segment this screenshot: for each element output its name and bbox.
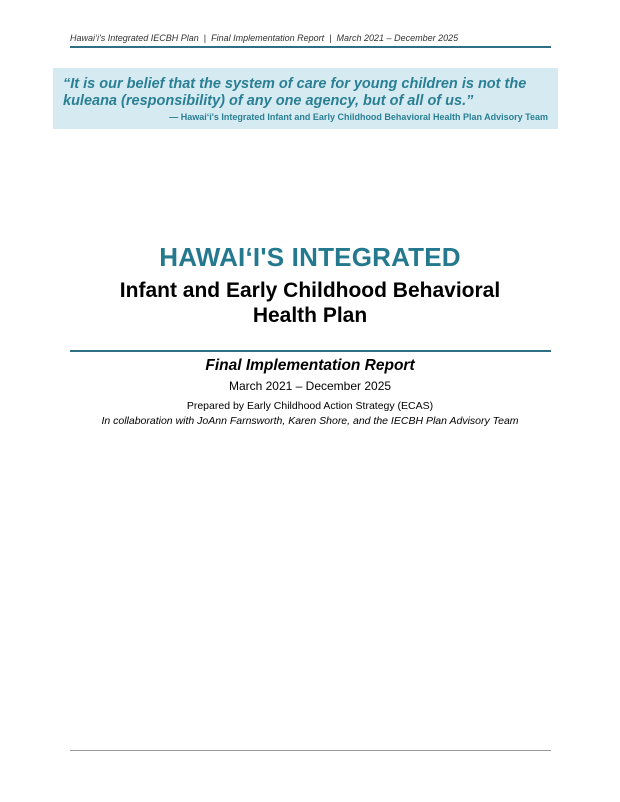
header-separator: | (203, 33, 207, 43)
header-date-range: March 2021 – December 2025 (336, 33, 459, 43)
report-title: Final Implementation Report (205, 357, 415, 374)
footer-rule (70, 750, 551, 751)
quote-text: “It is our belief that the system of care for young children is not the kuleana (responsibility) of any one agency, but of all of us.” (63, 76, 527, 109)
header-report-name: Final Implementation Report (211, 33, 325, 43)
subtitle-line-1: Infant and Early Childhood Behavioral (119, 279, 501, 302)
header-rule (70, 46, 551, 48)
subtitle-line-2: Health Plan (252, 304, 368, 327)
collaboration-note: In collaboration with JoAnn Farnsworth, Karen Shore, and the IECBH Plan Advisory Team (101, 415, 519, 427)
quote-attribution: — Hawai‘i's Integrated Infant and Early Childhood Behavioral Health Plan Advisory Team (169, 112, 548, 122)
header-plan-name: Hawai‘i's Integrated IECBH Plan (70, 33, 199, 43)
running-header (70, 33, 551, 43)
title-rule (70, 350, 551, 352)
header-separator: | (329, 33, 332, 43)
document-subtitle (0, 278, 620, 328)
quote-box (53, 68, 558, 129)
report-dates: March 2021 – December 2025 (228, 379, 392, 393)
document-title: HAWAI‘I'S INTEGRATED (159, 242, 461, 272)
prepared-by: Prepared by Early Childhood Action Strategy (ECAS) (186, 400, 434, 412)
